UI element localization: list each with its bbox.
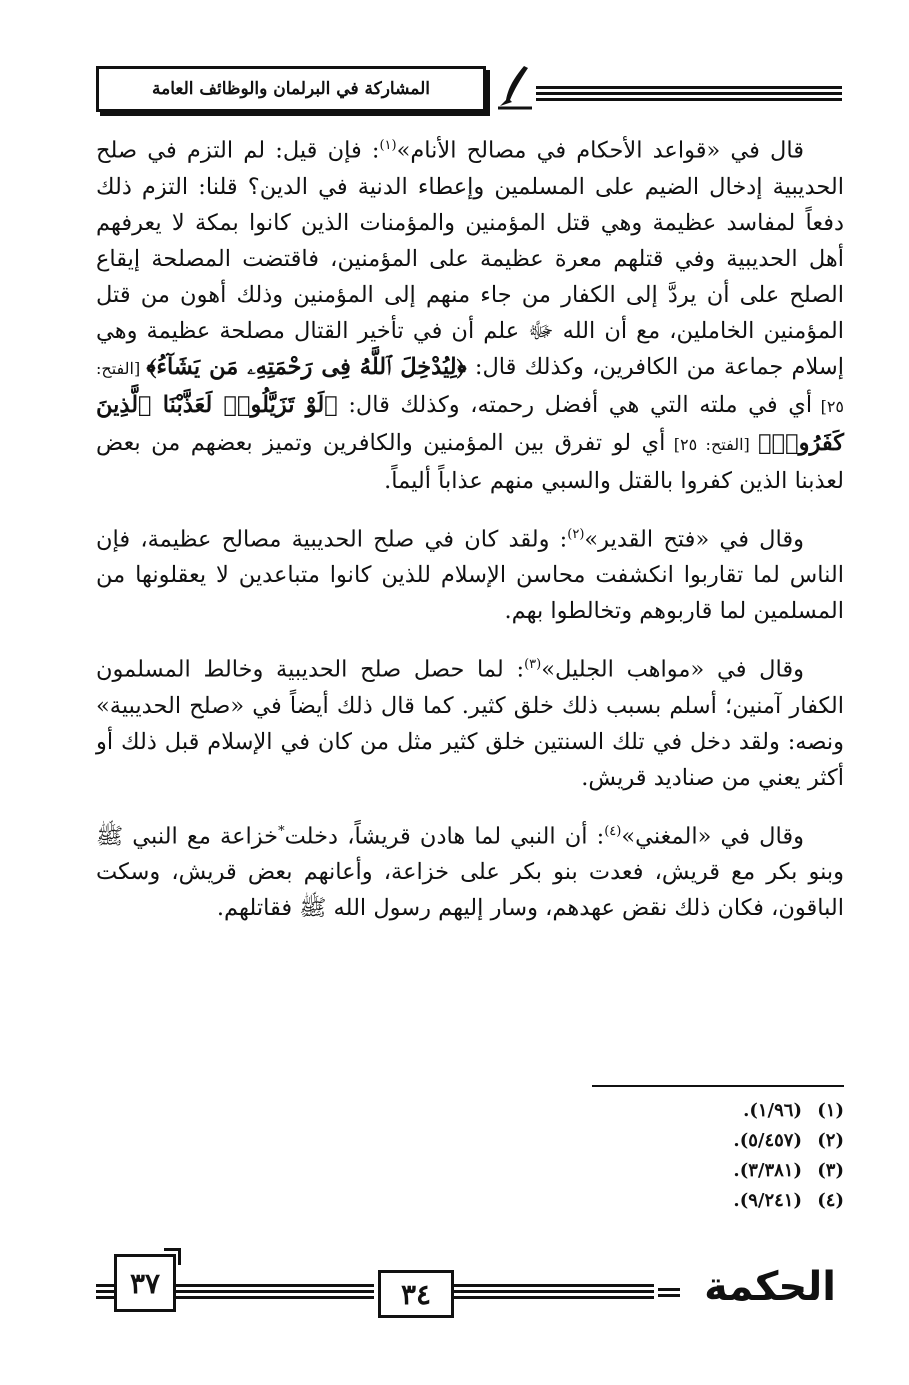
- paragraph: [96, 128, 844, 499]
- footnote-number: (٣): [817, 1160, 844, 1181]
- page-footer: [96, 1248, 846, 1328]
- text-run: أي في ملته التي هي أفضل رحمته، وكذلك قال:: [337, 391, 813, 418]
- quill-pen-icon: [494, 62, 534, 110]
- footnote-text: (٥/٤٥٧).: [733, 1130, 802, 1151]
- page-corner-fold: [164, 1248, 181, 1265]
- footnote-number: (٢): [817, 1130, 844, 1151]
- footnote: [600, 1156, 844, 1186]
- text-run: : فإن قيل: لم التزم في صلح الحديبية إدخال الضيم على المسلمين وإعطاء الدنية في الدين؟ قلنا: التزم ذلك دفعاً لمفاسد عظيمة وهي قتل المؤمنين والمؤمنات الذين كانوا بمكة لا يعرفهم أهل الحديبية وفي قتلهم معرة عظيمة على المؤمنين، فاقتضت المصلحة إيقاع الصلح على أن يردَّ إلى الكفار من جاء منهم إلى المؤمنين وذلك أهون من قتل المؤمنين الخاملين، مع أن الله ﷻ علم أن في تأخير القتال مصلحة عظيمة وهي إسلام جماعة من الكافرين، وكذلك قال:: [96, 137, 845, 380]
- footnote-number: (١): [817, 1100, 844, 1121]
- footer-rule-brand: [658, 1288, 680, 1302]
- footnote-text: (٣/٣٨١).: [733, 1160, 802, 1181]
- header-title: المشاركة في البرلمان والوظائف العامة: [96, 66, 486, 112]
- footer-rule-right: [454, 1284, 654, 1298]
- footnote-text: (٩/٢٤١).: [733, 1190, 802, 1211]
- footnote-marker: *: [278, 823, 285, 839]
- text-run: : لما حصل صلح الحديبية وخالط المسلمون الكفار آمنين؛ أسلم بسبب ذلك خلق كثير. كما قال ذلك أيضاً في «صلح الحديبية» ونصه: ولقد دخل في تلك السنتين خلق كثير مثل من كان في الإسلام قبل ذلك أو أكثر يعني من صناديد قريش.: [96, 656, 844, 791]
- text-run: وقال في «فتح القدير»: [584, 526, 804, 552]
- text-run: وقال في «مواهب الجليل»: [541, 656, 804, 683]
- footnotes: [600, 1096, 844, 1216]
- verse-reference: [الفتح: ٢٥]: [96, 358, 845, 416]
- paragraph: [96, 814, 844, 927]
- paragraph: [96, 517, 844, 630]
- text-run: خزاعة مع النبي ﷺ وبنو بكر مع قريش، فعدت بنو بكر على خزاعة، وأعانهم بعض قريش، وسكت الباقون، فكان ذلك نقض عهدهم، وسار إليهم رسول الله ﷺ فقاتلهم.: [96, 823, 844, 921]
- quran-verse: ﴿لَوْ تَزَيَّلُوا۟ لَعَذَّبْنَا ٱلَّذِينَ كَفَرُوا۟﴾: [96, 391, 845, 456]
- footnote-marker: (١): [379, 138, 397, 153]
- text-run: قال في «قواعد الأحكام في مصالح الأنام»: [396, 137, 805, 164]
- footnote-separator: [592, 1085, 844, 1087]
- footnote-marker: (٢): [567, 526, 585, 542]
- page-number: ٣٧: [114, 1254, 176, 1312]
- footnote-text: (١/٩٦).: [743, 1100, 802, 1121]
- footnote-marker: (٣): [524, 657, 542, 672]
- body-text: [96, 128, 844, 944]
- text-run: : ولقد كان في صلح الحديبية مصالح عظيمة، فإن الناس لما تقاربوا انكشفت محاسن الإسلام للذين كانوا متباعدين لا يعقلونها من المسلمين لما قاربوهم وتخالطوا بهم.: [96, 526, 844, 624]
- header-rule: [536, 86, 842, 100]
- footnote: [600, 1096, 844, 1126]
- brand-logo: الحكمة: [704, 1264, 836, 1310]
- footnote: [600, 1186, 844, 1216]
- footnote-number: (٤): [817, 1190, 844, 1211]
- text-run: : أن النبي لما هادن قريشاً، دخلت: [284, 823, 605, 849]
- verse-reference: [الفتح: ٢٥]: [665, 434, 759, 454]
- footer-rule-left: [96, 1284, 116, 1298]
- paragraph: [96, 647, 844, 796]
- text-run: أي لو تفرق بين المؤمنين والكافرين وتميز بعضهم من بعض لعذبنا الذين كفروا بالقتل والسبي منهم عذاباً أليماً.: [96, 429, 844, 494]
- footnote: [600, 1126, 844, 1156]
- quran-verse: ﴿لِيُدْخِلَ ٱللَّهُ فِى رَحْمَتِهِۦ مَن يَشَآءُ﴾: [146, 353, 467, 380]
- text-run: وقال في «المغني»: [621, 823, 804, 849]
- running-header: [96, 62, 844, 112]
- footnote-marker: (٤): [604, 823, 622, 839]
- issue-number: ٣٤: [378, 1270, 454, 1318]
- footer-rule-middle: [174, 1284, 374, 1298]
